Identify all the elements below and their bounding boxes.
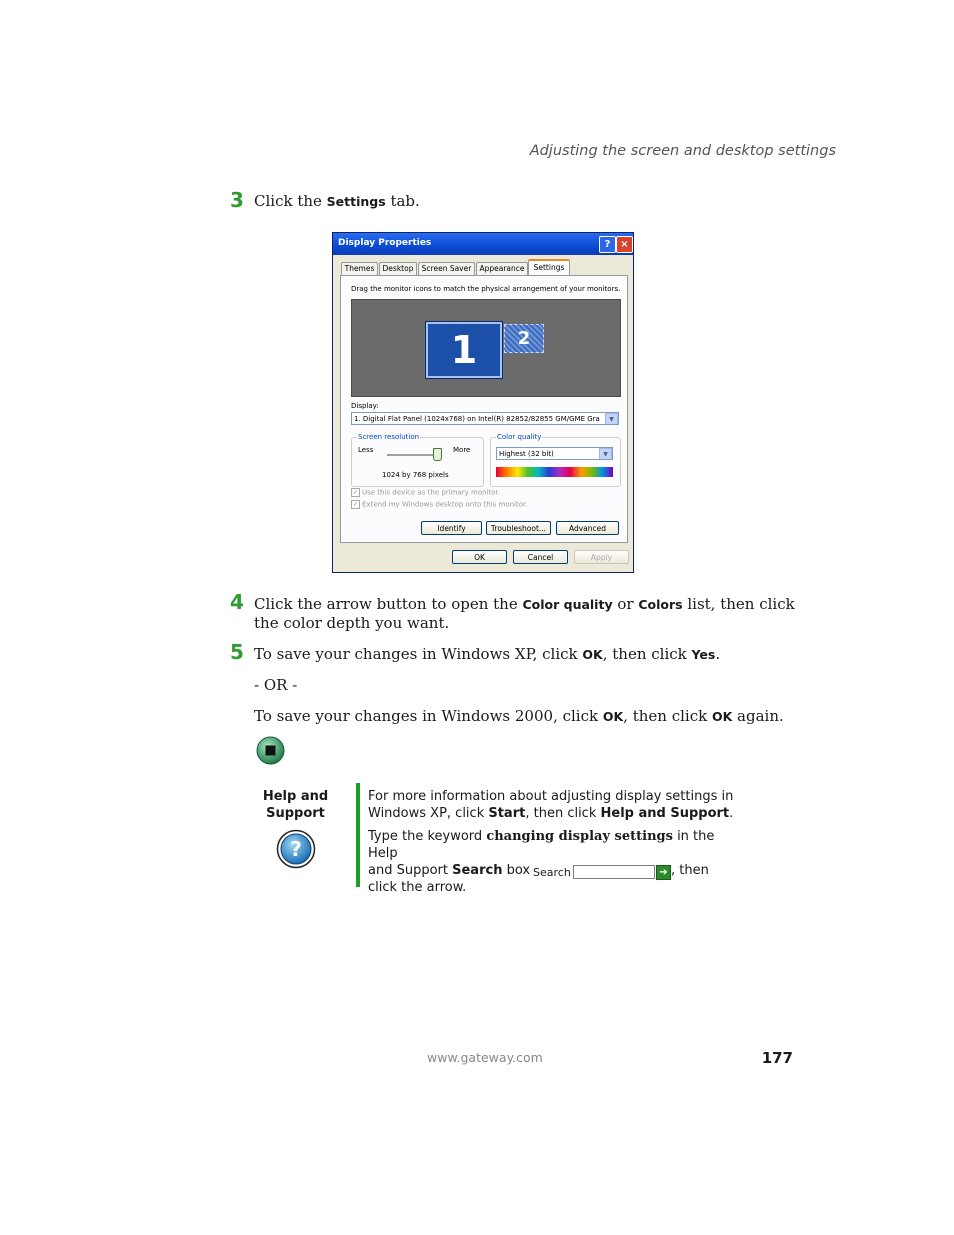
monitor-area [351,299,621,397]
help-paragraph-2 [368,828,740,896]
step-5-yes: Yes [691,647,716,662]
step-3-settings: Settings [326,194,386,209]
step-5-ok: OK [582,647,603,662]
ok-button[interactable]: OK [452,550,507,564]
help-p2-keyword: changing display settings [486,829,673,844]
step-4-color-quality: Color quality [522,597,613,612]
footer-url: www.gateway.com [427,1050,543,1065]
help-p1-line-1: For more information about adjusting display settings in [368,789,734,804]
settings-panel [340,275,628,543]
resolution-slider-track [387,454,439,456]
help-p1-line-2 [368,805,740,822]
windows-2000-text [254,707,784,726]
help-heading-line-2: Support [266,806,325,821]
help-icon[interactable]: ? [599,236,616,253]
help-question-icon [276,829,316,869]
monitor-instruction: Drag the monitor icons to match the physical arrangement of your monitors. [351,285,621,293]
resolution-slider-thumb[interactable] [433,448,442,461]
color-quality-label: Color quality [497,433,542,441]
page-number: 177 [761,1049,793,1067]
help-p2-line2-pre: and Support [368,863,453,878]
help-p2-line-2 [368,862,740,879]
cancel-button[interactable]: Cancel [513,550,568,564]
tab-appearance[interactable]: Appearance [476,262,528,275]
step-5-pre: To save your changes in Windows XP, click [254,645,583,663]
win2000-ok-2: OK [711,709,733,724]
color-quality-value: Highest (32 bit) [499,450,554,458]
stop-icon [256,736,285,765]
display-label: Display: [351,402,379,410]
chevron-down-icon[interactable]: ▼ [605,413,618,425]
tab-screen-saver[interactable]: Screen Saver [418,262,475,275]
troubleshoot-button[interactable]: Troubleshoot... [486,521,551,535]
help-p1-help-support: Help and Support [600,806,730,821]
help-box-divider [356,783,360,887]
step-4-colors: Colors [638,597,683,612]
search-input[interactable] [573,865,655,879]
identify-button[interactable]: Identify [421,521,482,535]
help-p2-search: Search [452,863,503,878]
search-label: Search [533,866,571,879]
extend-desktop-checkbox[interactable]: ✓ Extend my Windows desktop onto this monitor. [352,500,528,509]
color-quality-group [490,433,621,487]
advanced-button[interactable]: Advanced [556,521,619,535]
help-p2-then: , then [671,863,709,878]
screen-resolution-label: Screen resolution [358,433,420,441]
help-p1-pre: Windows XP, click [368,806,489,821]
running-header: Adjusting the screen and desktop settings [529,143,836,159]
help-p1-start: Start [488,806,526,821]
help-heading-line-1: Help and [262,789,329,804]
tab-settings[interactable]: Settings [528,259,570,277]
step-3-text [254,192,420,211]
primary-monitor-checkbox[interactable]: ✓ Use this device as the primary monitor. [352,488,500,497]
more-label: More [453,446,471,454]
search-arrow-icon[interactable]: ➔ [656,865,671,880]
step-number-5: 5 [230,640,244,664]
extend-desktop-label: Extend my Windows desktop onto this monitor. [362,500,528,509]
primary-monitor-label: Use this device as the primary monitor. [362,488,500,497]
help-paragraph-1 [368,788,740,822]
win2000-post: again. [732,707,784,725]
or-separator: - OR - [254,676,298,694]
step-number-4: 4 [230,590,244,614]
tab-desktop[interactable]: Desktop [379,262,417,275]
help-p2-line-3: click the arrow. [368,880,467,895]
step-4-post: list, then click [682,595,795,613]
win2000-pre: To save your changes in Windows 2000, click [254,707,603,725]
step-4-or: or [612,595,639,613]
step-4-line-2: the color depth you want. [254,614,450,632]
screen-resolution-group [351,433,484,487]
step-3-pre: Click the [254,192,327,210]
display-properties-dialog [332,232,634,573]
resolution-value: 1024 by 768 pixels [382,471,449,479]
help-p1-mid: , then click [525,806,601,821]
help-p2-line-1 [368,828,740,862]
step-4-line-1 [254,595,814,614]
dialog-titlebar [333,233,633,255]
win2000-ok-1: OK [602,709,624,724]
display-select[interactable] [351,412,619,425]
apply-button[interactable]: Apply [574,550,629,564]
monitor-1-icon[interactable]: 1 [426,322,502,378]
step-number-3: 3 [230,188,244,212]
step-5-post: . [715,645,721,663]
display-value: 1. Digital Flat Panel (1024x768) on Intel(R) 82852/82855 GM/GME Gra [354,415,600,423]
step-5-mid: , then click [602,645,692,663]
help-p2-box: box [502,863,531,878]
help-and-support-heading [257,788,334,822]
color-quality-select[interactable] [496,447,613,460]
monitor-2-icon[interactable]: 2 [504,324,544,353]
less-label: Less [358,446,374,454]
help-p2-pre: Type the keyword [368,829,487,844]
step-4-pre: Click the arrow button to open the [254,595,523,613]
win2000-mid: , then click [623,707,712,725]
chevron-down-icon[interactable]: ▼ [599,448,612,460]
step-4-text [254,595,814,632]
dialog-title: Display Properties [338,238,432,248]
tab-themes[interactable]: Themes [341,262,378,275]
step-3-post: tab. [385,192,420,210]
help-p2-post: in the Help [368,829,715,861]
close-icon[interactable]: × [616,236,633,253]
svg-text:?: ? [290,837,302,861]
step-5-text [254,645,720,664]
help-p1-post: . [729,806,734,821]
color-spectrum-bar [496,467,613,477]
